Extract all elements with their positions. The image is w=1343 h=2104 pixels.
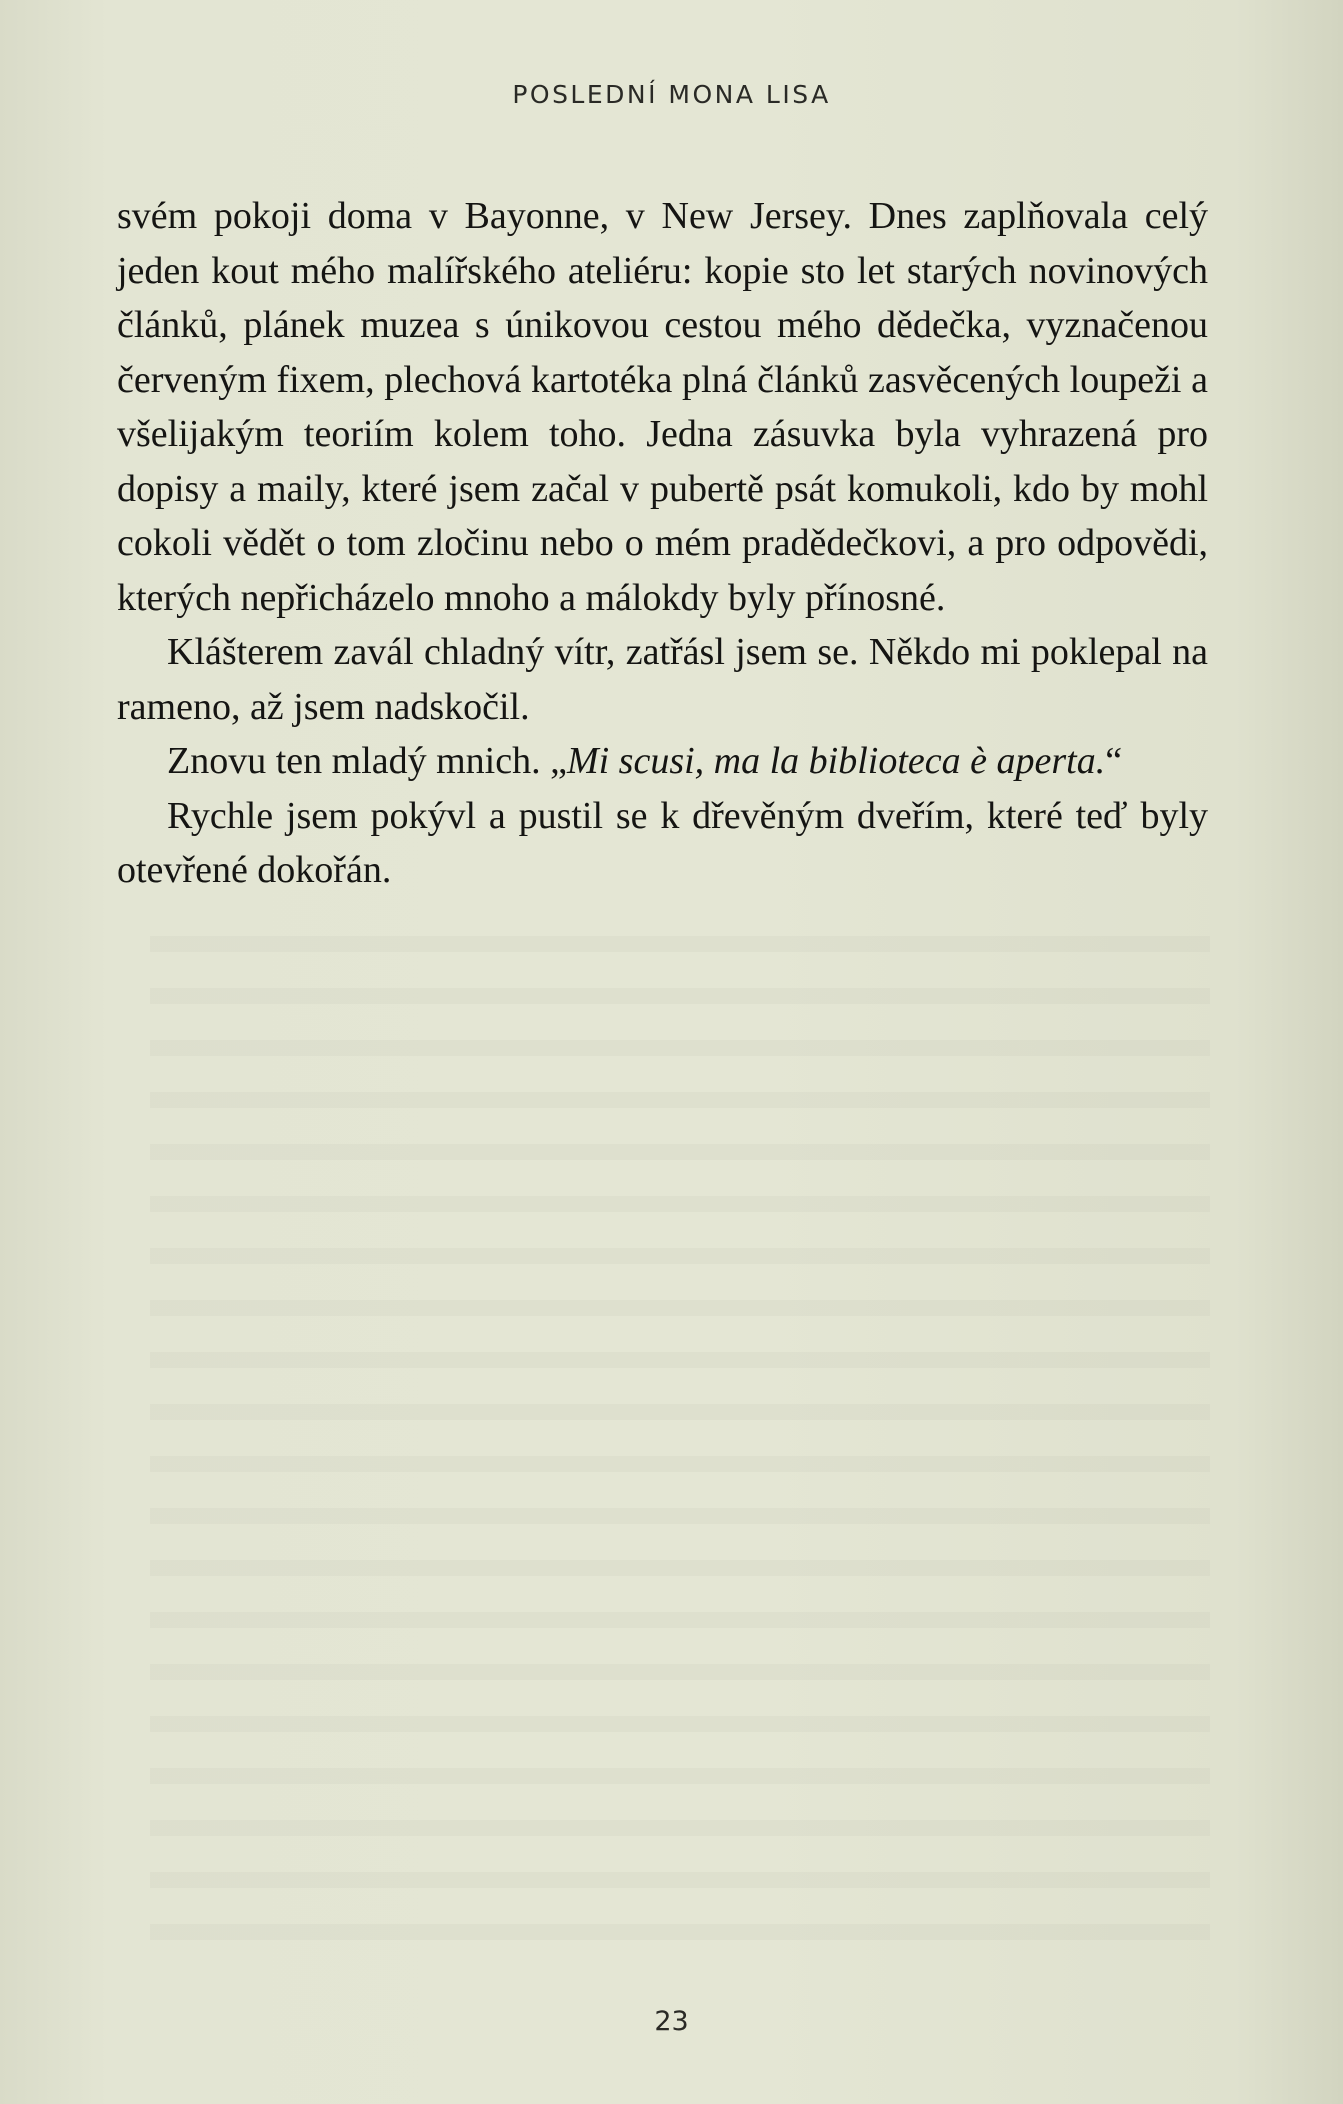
running-head: POSLEDNÍ MONA LISA <box>512 80 831 109</box>
paragraph: svém pokoji doma v Bayonne, v New Jersey. Dnes zaplňovala celý jeden kout mého malířského ateliéru: kopie sto let starých novinových článků, plánek muzea s únikovou cestou mého dědečka, vyznačenou červeným fixem, plechová kartotéka plná článků zasvěcených loupeži a všelijakým teoriím kolem toho. Jedna zásuvka byla vyhrazená pro dopisy a maily, které jsem začal v pubertě psát komukoli, kdo by mohl cokoli vědět o tom zločinu nebo o mém pradědečkovi, a pro odpovědi, kterých nepřicházelo mnoho a málokdy byly přínosné. <box>117 195 1208 619</box>
paragraph: Rychle jsem pokývl a pustil se k dřevěným dveřím, které teď byly otevřené dokořán. <box>117 794 1208 891</box>
closing-quote: “ <box>1105 740 1123 782</box>
show-through-texture <box>150 900 1210 1960</box>
paragraph: Klášterem zavál chladný vítr, zatřásl jsem se. Někdo mi poklepal na rameno, až jsem nadskočil. <box>117 631 1208 728</box>
paragraph <box>117 734 1208 789</box>
page-number: 23 <box>654 2006 689 2037</box>
italic-quote: Mi scusi, ma la biblioteca è aperta. <box>566 740 1106 782</box>
paragraph-text: Znovu ten mladý mnich. „ <box>167 740 567 782</box>
body-text <box>117 189 1208 898</box>
